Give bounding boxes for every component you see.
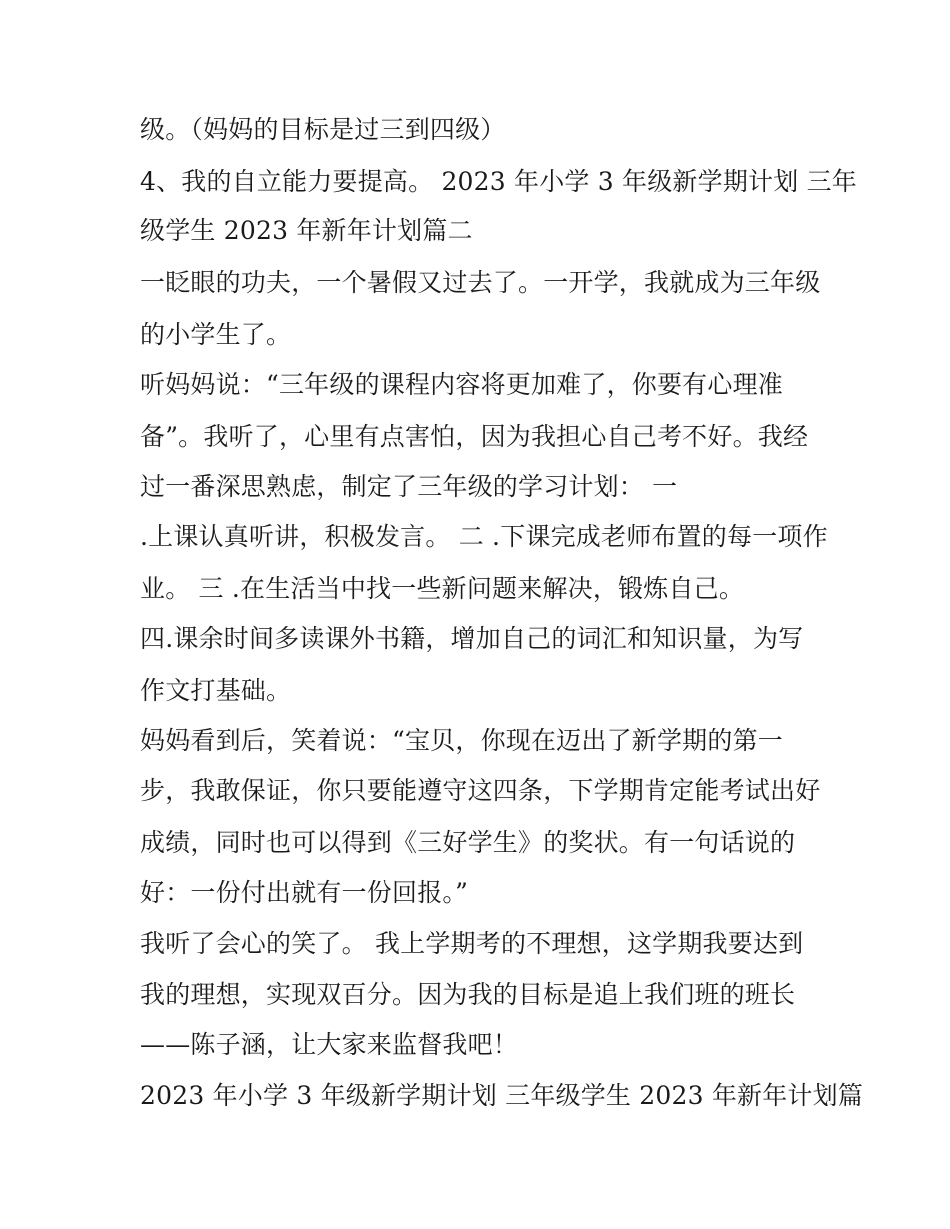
text-line: 的小学生了。 xyxy=(140,320,292,349)
text-line: 级学生 2023 年新年计划篇二 xyxy=(140,216,473,245)
text-line: 备”。我听了，心里有点害怕，因为我担心自己考不好。我经 xyxy=(140,422,809,451)
text-line: 步，我敢保证，你只要能遵守这四条，下学期肯定能考试出好 xyxy=(140,776,821,805)
text-line: 2023 年小学 3 年级新学期计划 三年级学生 2023 年新年计划篇 xyxy=(140,1081,864,1110)
text-line: 妈妈看到后，笑着说：“宝贝，你现在迈出了新学期的第一 xyxy=(140,726,783,755)
text-line: 四.课余时间多读课外书籍，增加自己的词汇和知识量，为写 xyxy=(140,624,804,653)
text-line: 成绩，同时也可以得到《三好学生》的奖状。有一句话说的 xyxy=(140,828,796,857)
text-line: 级。（妈妈的目标是过三到四级） xyxy=(140,115,506,144)
text-line: 我的理想，实现双百分。因为我的目标是追上我们班的班长 xyxy=(140,980,796,1009)
text-line: 我听了会心的笑了。 我上学期考的不理想，这学期我要达到 xyxy=(140,929,804,958)
text-line: 一眨眼的功夫，一个暑假又过去了。一开学，我就成为三年级 xyxy=(140,268,821,297)
text-line: 过一番深思熟虑，制定了三年级的学习计划： 一 xyxy=(140,472,678,501)
text-line: 4、我的自立能力要提高。 2023 年小学 3 年级新学期计划 三年 xyxy=(140,167,857,196)
text-line: 听妈妈说：“三年级的课程内容将更加难了，你要有心理准 xyxy=(140,370,783,399)
text-line: .上课认真听讲，积极发言。 二 .下课完成老师布置的每一项作 xyxy=(140,522,828,551)
text-line: 好：一份付出就有一份回报。” xyxy=(140,878,469,907)
text-line: 业。 三 .在生活当中找一些新问题来解决，锻炼自己。 xyxy=(140,574,745,603)
text-line: ——陈子涵，让大家来监督我吧！ xyxy=(140,1030,519,1059)
text-line: 作文打基础。 xyxy=(140,676,292,705)
